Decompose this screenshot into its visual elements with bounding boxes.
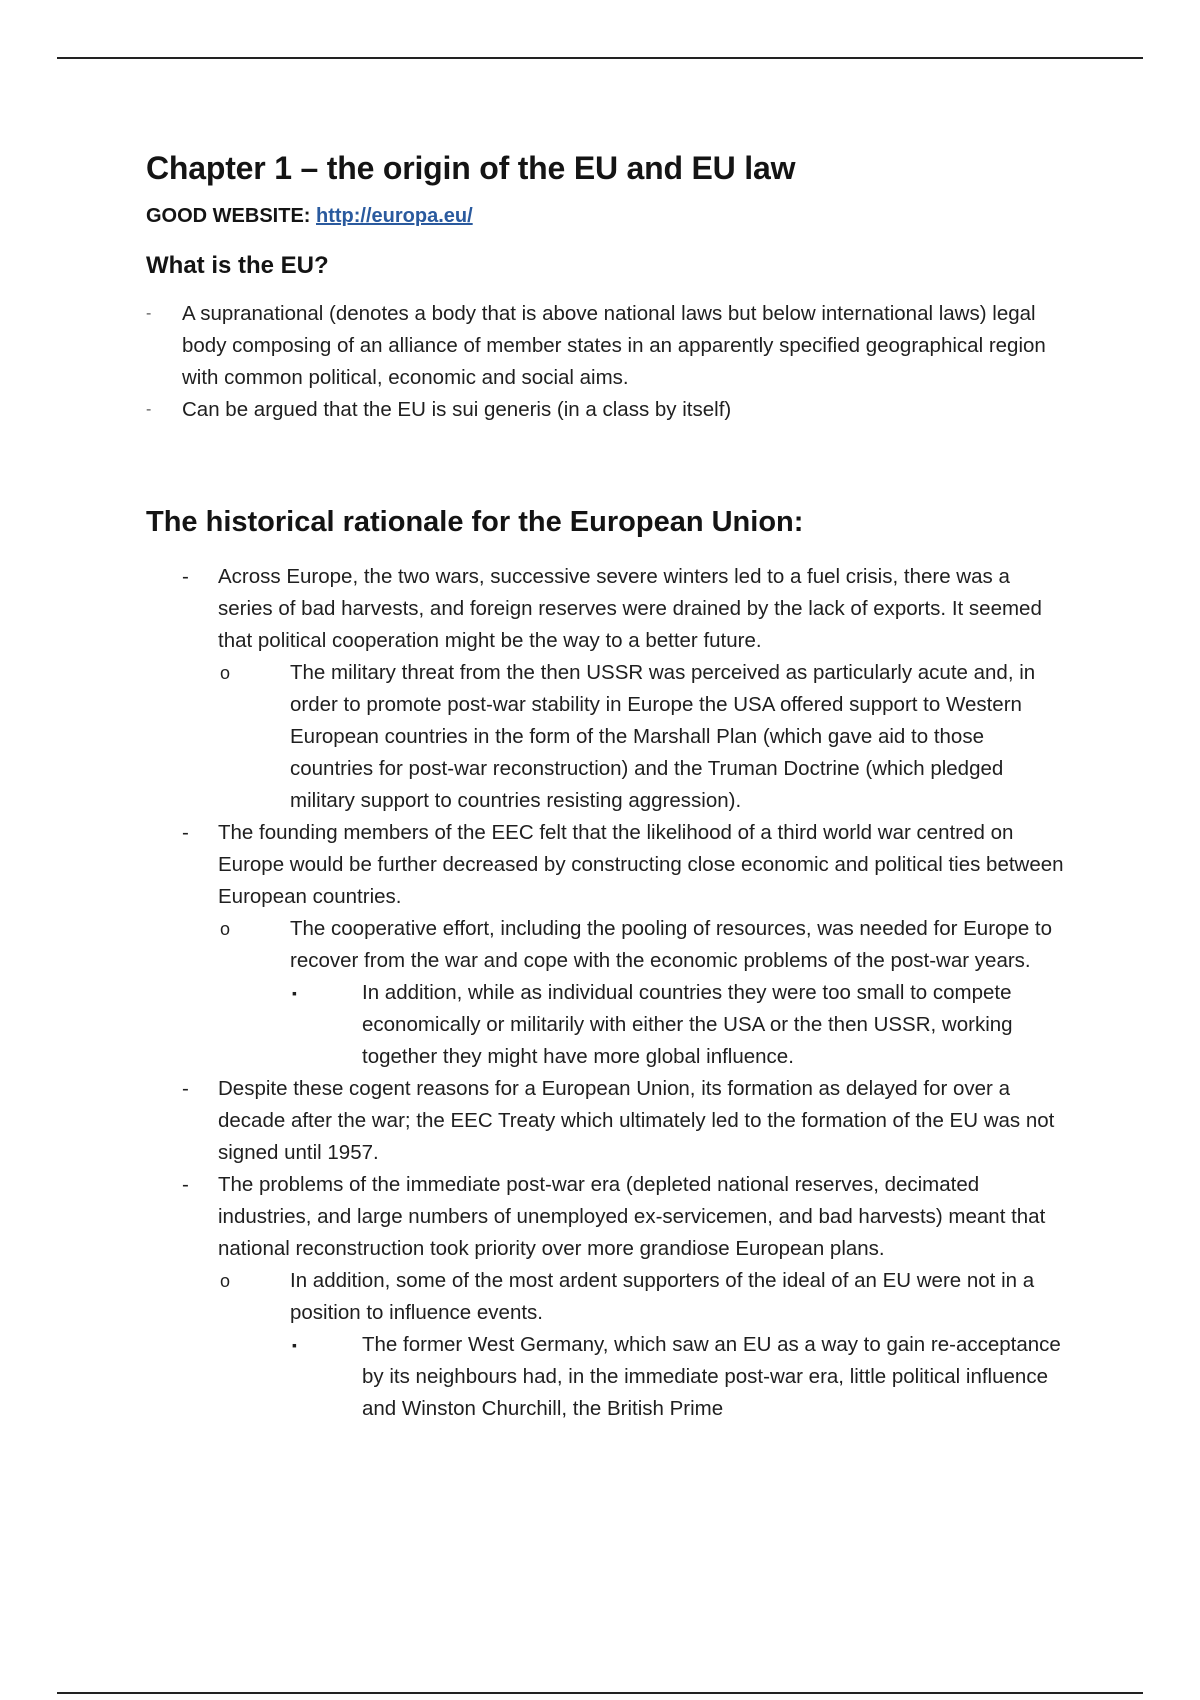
sub-list	[218, 1265, 1066, 1425]
sub-list-item	[218, 657, 1066, 817]
list-item-text: Despite these cogent reasons for a European Union, its formation as delayed for over a decade after the war; the EEC Treaty which ultimately led to the formation of the EU was not signed until 1957.	[218, 1077, 1055, 1164]
sub-list	[218, 657, 1066, 817]
list-item	[146, 561, 1066, 817]
list-item	[146, 817, 1066, 1073]
definition-list	[146, 298, 1066, 426]
list-item-text: The problems of the immediate post-war era (depleted national reserves, decimated industries, and large numbers of unemployed ex-servicemen, and bad harvests) meant that national reconstruction took priority over more grandiose European plans.	[218, 1173, 1046, 1260]
dash-bullet: -	[182, 821, 189, 844]
section-heading-historical-rationale: The historical rationale for the European Union:	[146, 506, 804, 538]
dash-bullet: -	[182, 565, 189, 588]
footer-rule	[57, 1692, 1143, 1694]
dash-bullet: -	[146, 401, 152, 418]
dash-bullet: -	[146, 305, 152, 322]
website-link[interactable]: http://europa.eu/	[316, 205, 473, 227]
header-rule	[57, 57, 1143, 59]
rationale-list	[146, 561, 1066, 1425]
sub-sub-list-item	[290, 977, 1066, 1073]
dash-bullet: -	[182, 1077, 189, 1100]
list-item	[146, 394, 1066, 426]
square-bullet: ▪	[292, 985, 297, 1001]
website-line	[146, 205, 1066, 228]
list-item-text: A supranational (denotes a body that is above national laws but below international laws) legal body composing of an alliance of member states in an apparently specified geographical region with common political, economic and social aims.	[182, 302, 1046, 389]
circle-bullet: o	[220, 919, 231, 939]
document-page	[146, 140, 1066, 1425]
sub-sub-list	[290, 977, 1066, 1073]
square-bullet: ▪	[292, 1337, 297, 1353]
website-label: GOOD WEBSITE:	[146, 205, 311, 227]
list-item	[146, 298, 1066, 394]
page-title: Chapter 1 – the origin of the EU and EU law	[146, 150, 796, 186]
list-item-text: The founding members of the EEC felt that the likelihood of a third world war centred on Europe would be further decreased by constructing close economic and political ties between European countries.	[218, 821, 1064, 908]
sub-list	[218, 913, 1066, 1073]
sub-sub-list-item-text: The former West Germany, which saw an EU as a way to gain re-acceptance by its neighbours had, in the immediate post-war era, little political influence and Winston Churchill, the British Prime	[362, 1333, 1061, 1420]
circle-bullet: o	[220, 663, 231, 683]
list-item	[146, 1073, 1066, 1169]
sub-sub-list-item-text: In addition, while as individual countries they were too small to compete economically or militarily with either the USA or the then USSR, working together they might have more global influence.	[362, 981, 1013, 1068]
sub-list-item-text: The cooperative effort, including the pooling of resources, was needed for Europe to recover from the war and cope with the economic problems of the post-war years.	[290, 917, 1053, 972]
dash-bullet: -	[182, 1173, 189, 1196]
section-heading-what-is-eu: What is the EU?	[146, 252, 329, 279]
sub-list-item	[218, 913, 1066, 1073]
circle-bullet: o	[220, 1271, 231, 1291]
list-item-text: Can be argued that the EU is sui generis (in a class by itself)	[182, 398, 732, 421]
list-item	[146, 1169, 1066, 1425]
sub-list-item	[218, 1265, 1066, 1425]
sub-list-item-text: The military threat from the then USSR was perceived as particularly acute and, in order to promote post-war stability in Europe the USA offered support to Western European countries in the form of the Marshall Plan (which gave aid to those countries for post-war reconstruction) and the Truman Doctrine (which pledged military support to countries resisting aggression).	[290, 661, 1036, 812]
list-item-text: Across Europe, the two wars, successive severe winters led to a fuel crisis, there was a series of bad harvests, and foreign reserves were drained by the lack of exports. It seemed that political cooperation might be the way to a better future.	[218, 565, 1042, 652]
sub-sub-list	[290, 1329, 1066, 1425]
sub-sub-list-item	[290, 1329, 1066, 1425]
sub-list-item-text: In addition, some of the most ardent supporters of the ideal of an EU were not in a position to influence events.	[290, 1269, 1035, 1324]
